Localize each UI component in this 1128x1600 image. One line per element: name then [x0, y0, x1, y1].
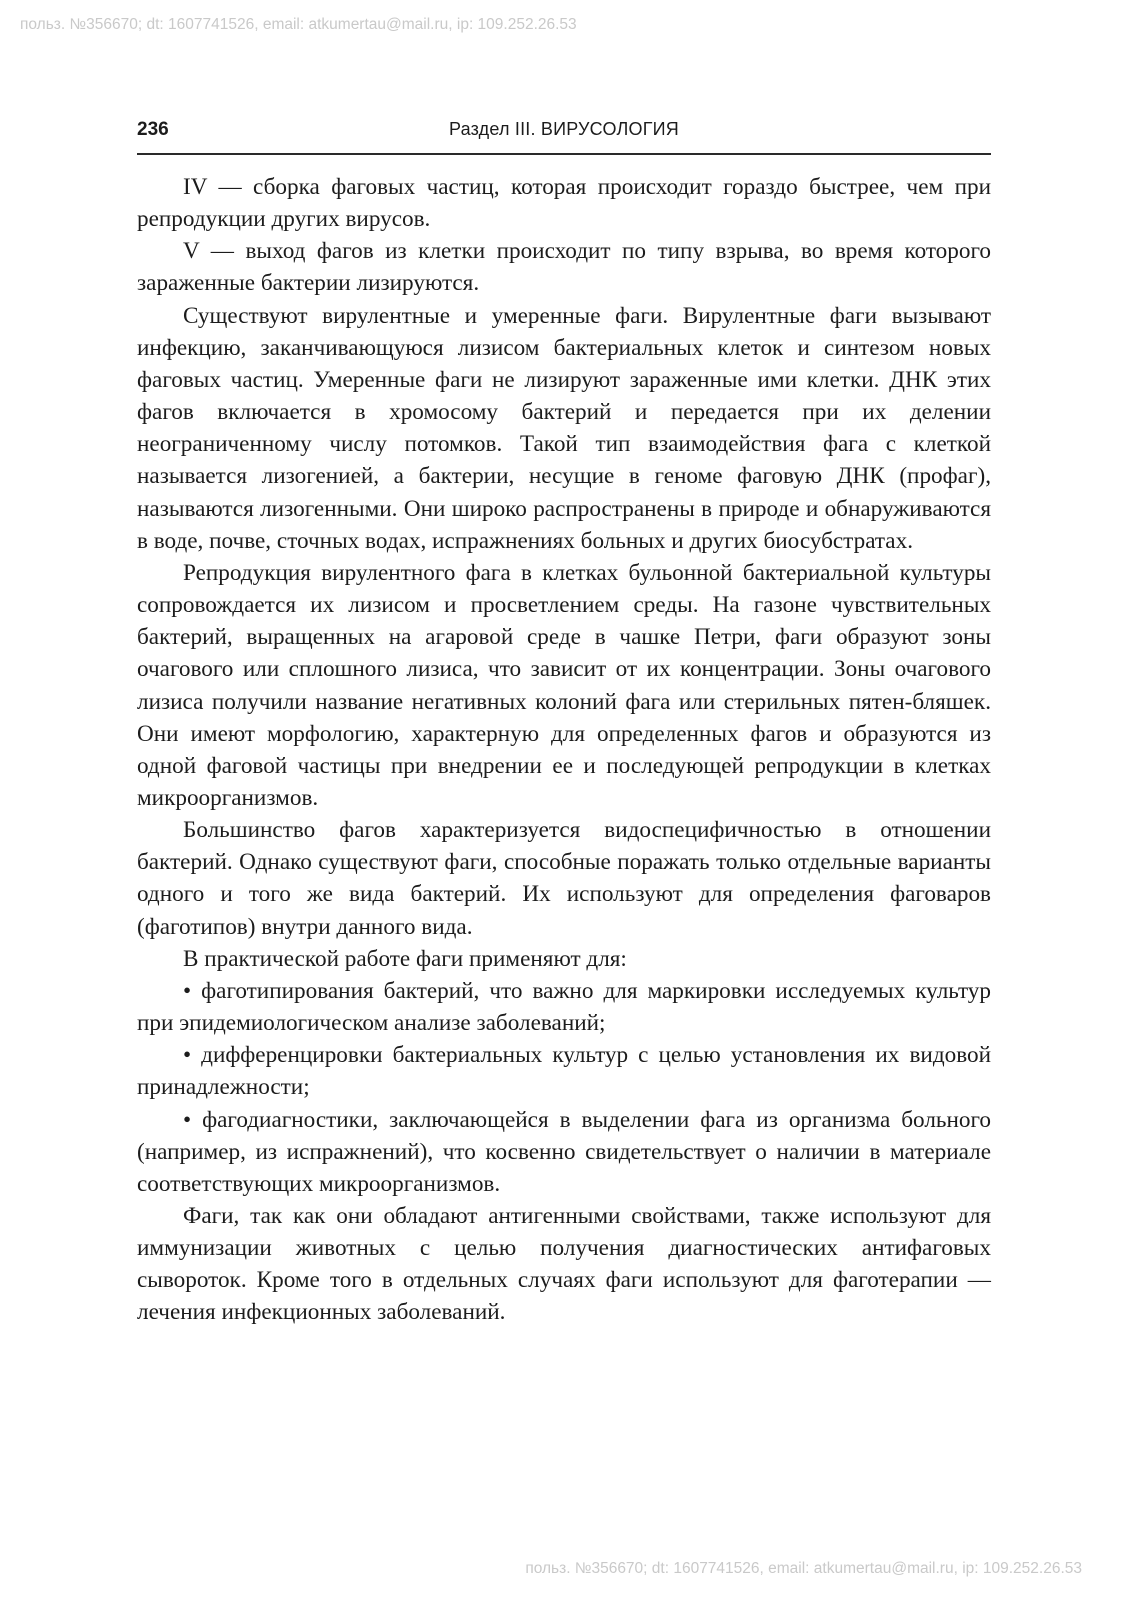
- paragraph-specificity: Большинство фагов характеризуется видоспецифичностью в отношении бактерий. Однако существуют фаги, способные поражать только отдельные варианты одного и того же вида бактерий. Их используют для определения фаговаров (фаготипов) внутри данного вида.: [137, 817, 991, 940]
- paragraph-practical-use: В практической работе фаги применяют для:: [183, 945, 627, 972]
- list-item-phage-diagnostics: • фагодиагностики, заключающейся в выделении фага из организма больного (например, из испражнений), что косвенно свидетельствует о наличии в материале соответствующих микроорганизмов.: [137, 1106, 991, 1197]
- page-number: 236: [137, 119, 169, 140]
- paragraph-phage-therapy: Фаги, так как они обладают антигенными свойствами, также используют для иммунизации животных с целью получения диагностических антифаговых сывороток. Кроме того в отдельных случаях фаги используют для фаготерапии — лечения инфекционных заболеваний.: [137, 1203, 991, 1326]
- paragraph-virulent-temperate: Существуют вирулентные и умеренные фаги. Вирулентные фаги вызывают инфекцию, заканчивающуюся лизисом бактериальных клеток и синтезом новых фаговых частиц. Умеренные фаги не лизируют зараженные ими клетки. ДНК этих фагов включается в хромосому бактерий и передается при их делении неограниченному числу потомков. Такой тип взаимодействия фага с клеткой называется лизогенией, а бактерии, несущие в геноме фаговую ДНК (профаг), называются лизогенными. Они широко распространены в природе и обнаруживаются в воде, почве, сточных водах, испражнениях больных и других биосубстратах.: [137, 302, 991, 554]
- paragraph-reproduction: Репродукция вирулентного фага в клетках бульонной бактериальной культуры сопровождается их лизисом и просветлением среды. На газоне чувствительных бактерий, выращенных на агаровой среде в чашке Петри, фаги образуют зоны очагового или сплошного лизиса, что зависит от их концентрации. Зоны очагового лизиса получили название негативных колоний фага или стерильных пятен-бляшек. Они имеют морфологию, характерную для определенных фагов и образуются из одной фаговой частицы при внедрении ее и последующей репродукции в клетках микроорганизмов.: [137, 559, 991, 811]
- paragraph-stage-iv: IV — сборка фаговых частиц, которая происходит гораздо быстрее, чем при репродукции других вирусов.: [137, 174, 991, 233]
- list-item-phage-typing: • фаготипирования бактерий, что важно для маркировки исследуемых культур при эпидемиологическом анализе заболеваний;: [137, 977, 991, 1037]
- watermark-bottom: польз. №356670; dt: 1607741526, email: atkumertau@mail.ru, ip: 109.252.26.53: [525, 1560, 1082, 1577]
- section-title: Раздел III. ВИРУСОЛОГИЯ: [449, 119, 679, 139]
- watermark-top: польз. №356670; dt: 1607741526, email: atkumertau@mail.ru, ip: 109.252.26.53: [20, 16, 577, 33]
- list-item-differentiation: • дифференцировки бактериальных культур с целью установления их видовой принадлежности;: [137, 1042, 991, 1101]
- running-head: [137, 117, 991, 155]
- page-body: [137, 171, 991, 1329]
- paragraph-stage-v: V — выход фагов из клетки происходит по типу взрыва, во время которого зараженные бактерии лизируются.: [137, 238, 991, 297]
